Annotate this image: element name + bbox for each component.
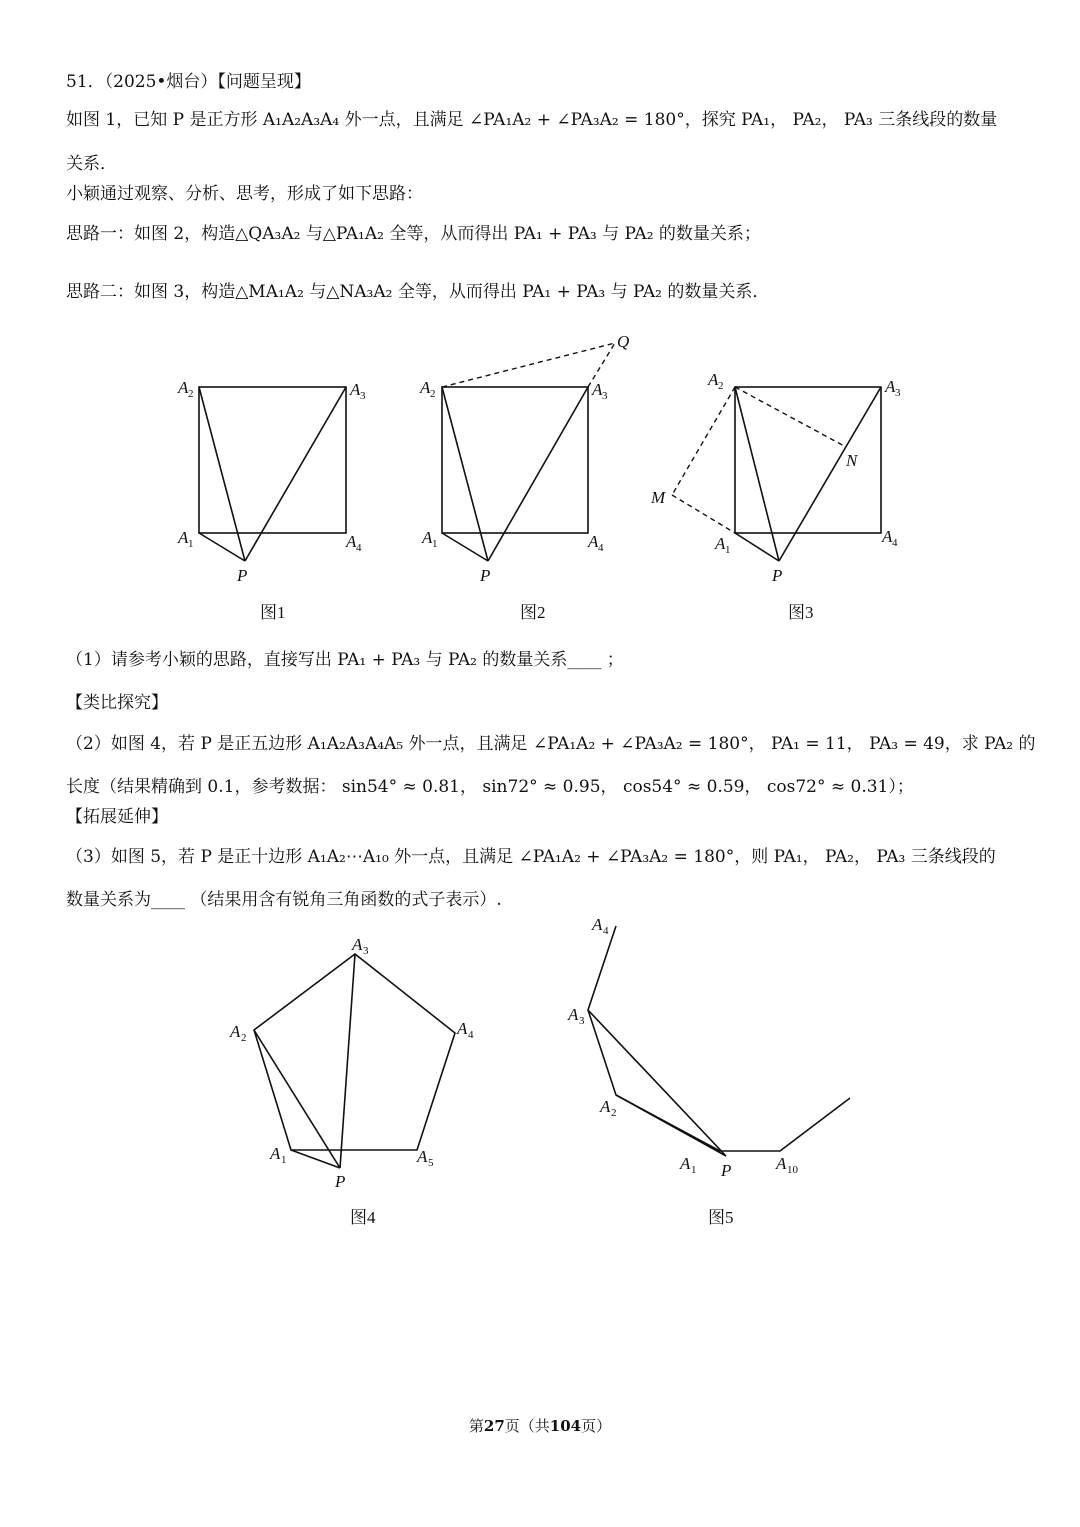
label-p: P	[772, 566, 783, 585]
sub-4: 4	[603, 925, 609, 937]
sub-10: 10	[787, 1164, 798, 1176]
sub-4: 4	[468, 1029, 474, 1041]
label-a1: A	[178, 528, 189, 547]
figure-1	[170, 365, 380, 590]
sub-4: 4	[356, 542, 362, 554]
sub-3: 3	[602, 390, 608, 402]
idea-two: 思路二：如图 3，构造△MA₁A₂ 与△NA₃A₂ 全等，从而得出 PA₁ + PA₃ 与 PA₂ 的数量关系．	[66, 282, 770, 302]
part-3-cont: 数量关系为____ （结果用含有锐角三角函数的式子表示）.	[66, 890, 502, 910]
approach-intro: 小颖通过观察、分析、思考，形成了如下思路：	[66, 184, 423, 204]
sub-2: 2	[241, 1032, 247, 1044]
label-a3: A	[352, 935, 363, 954]
page-total: 104	[549, 1417, 582, 1435]
footer-middle: 页（共	[504, 1417, 550, 1435]
label-p: P	[237, 566, 248, 585]
sub-3: 3	[360, 390, 366, 402]
caption-fig3: 图3	[788, 603, 814, 622]
sub-2: 2	[430, 388, 436, 400]
sub-3: 3	[895, 387, 901, 399]
footer-suffix: 页）	[581, 1417, 612, 1435]
page-footer	[0, 1415, 1080, 1436]
sub-1: 1	[188, 538, 194, 550]
idea-one: 思路一：如图 2，构造△QA₃A₂ 与△PA₁A₂ 全等，从而得出 PA₁ + PA₃ 与 PA₂ 的数量关系；	[66, 224, 761, 244]
sub-4: 4	[892, 537, 898, 549]
section-extension: 【拓展延伸】	[66, 807, 168, 827]
sub-3: 3	[579, 1015, 585, 1027]
sub-2: 2	[188, 388, 194, 400]
sub-1: 1	[691, 1164, 697, 1176]
label-a1: A	[270, 1144, 281, 1163]
label-a4: A	[457, 1019, 468, 1038]
label-a2: A	[600, 1097, 611, 1116]
label-a4: A	[346, 532, 357, 551]
label-a3: A	[568, 1005, 579, 1024]
sub-2: 2	[611, 1107, 617, 1119]
caption-fig5: 图5	[708, 1208, 734, 1227]
part-2: （2）如图 4，若 P 是正五边形 A₁A₂A₃A₄A₅ 外一点，且满足 ∠PA₁A₂ + ∠PA₃A₂ = 180°， PA₁ = 11， PA₃ = 49，求 PA₂ 的	[66, 734, 1036, 754]
label-a10: A	[776, 1154, 787, 1173]
caption-fig1: 图1	[260, 603, 286, 622]
label-a3: A	[885, 377, 896, 396]
label-a2: A	[708, 370, 719, 389]
problem-statement-cont: 关系．	[66, 154, 117, 174]
label-a4: A	[592, 915, 603, 934]
label-p: P	[721, 1161, 732, 1180]
label-a4: A	[588, 532, 599, 551]
figure-2	[410, 330, 640, 590]
figure-5	[560, 910, 860, 1185]
label-a2: A	[230, 1022, 241, 1041]
sub-2: 2	[718, 380, 724, 392]
label-a2: A	[420, 378, 431, 397]
part-1: （1）请参考小颖的思路，直接写出 PA₁ + PA₃ 与 PA₂ 的数量关系____ ；	[66, 650, 624, 670]
page-number: 27	[483, 1417, 505, 1435]
figure-4	[225, 930, 495, 1195]
label-a4: A	[882, 527, 893, 546]
label-a1: A	[422, 528, 433, 547]
sub-1: 1	[281, 1154, 287, 1166]
caption-fig2: 图2	[520, 603, 546, 622]
label-a3: A	[592, 380, 603, 399]
sub-1: 1	[432, 538, 438, 550]
label-p: P	[480, 566, 491, 585]
problem-header: 51．（2025•烟台）【问题呈现】	[66, 72, 311, 92]
figure-3	[645, 365, 910, 590]
label-a5: A	[417, 1147, 428, 1166]
part-3: （3）如图 5，若 P 是正十边形 A₁A₂⋯A₁₀ 外一点，且满足 ∠PA₁A₂ + ∠PA₃A₂ = 180°，则 PA₁， PA₂， PA₃ 三条线段的	[66, 847, 996, 867]
label-n: N	[846, 451, 858, 470]
label-q: Q	[617, 332, 630, 351]
label-a2: A	[178, 378, 189, 397]
label-a3: A	[350, 380, 361, 399]
label-m: M	[651, 488, 666, 507]
label-a1: A	[715, 534, 726, 553]
label-p: P	[335, 1172, 346, 1191]
part-2-cont: 长度（结果精确到 0.1，参考数据： sin54° ≈ 0.81， sin72° ≈ 0.95， cos54° ≈ 0.59， cos72° ≈ 0.31）；	[66, 777, 914, 797]
label-a1: A	[680, 1154, 691, 1173]
problem-statement: 如图 1，已知 P 是正方形 A₁A₂A₃A₄ 外一点，且满足 ∠PA₁A₂ + ∠PA₃A₂ = 180°，探究 PA₁， PA₂， PA₃ 三条线段的数量	[66, 110, 998, 130]
sub-3: 3	[363, 945, 369, 957]
sub-1: 1	[725, 544, 731, 556]
caption-fig4: 图4	[350, 1208, 376, 1227]
footer-prefix: 第	[468, 1417, 484, 1435]
sub-5: 5	[428, 1157, 434, 1169]
section-analogy: 【类比探究】	[66, 693, 168, 713]
sub-4: 4	[598, 542, 604, 554]
